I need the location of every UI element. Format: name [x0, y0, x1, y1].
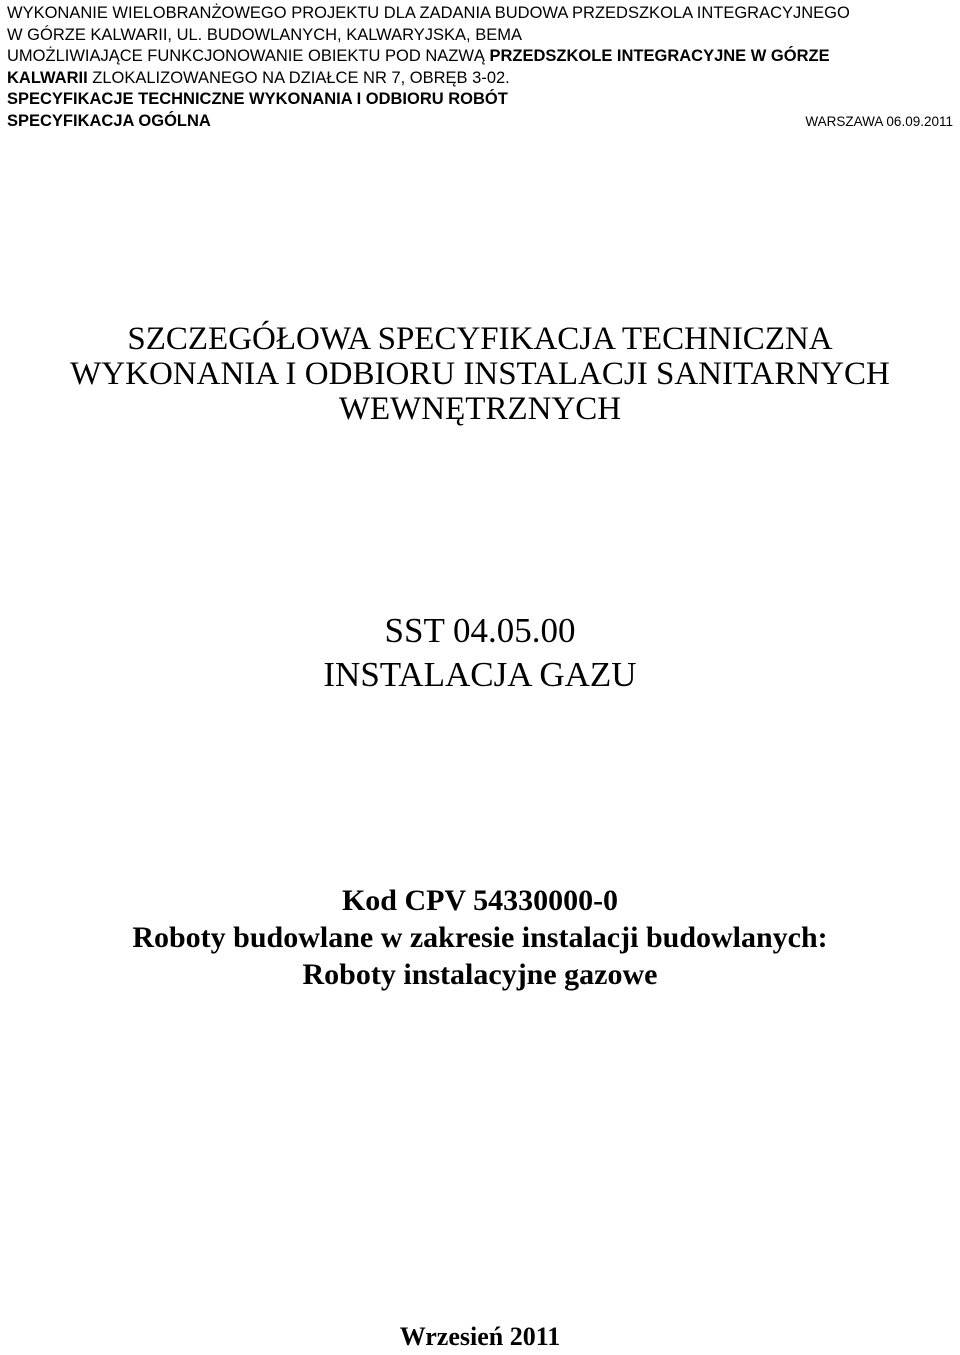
header-line-3-text: UMOŻLIWIAJĄCE FUNKCJONOWANIE OBIEKTU POD NAZWĄ	[7, 47, 490, 65]
document-date: Wrzesień 2011	[399, 1322, 561, 1351]
title-line-1: SZCZEGÓŁOWA SPECYFIKACJA TECHNICZNA	[127, 321, 833, 357]
header-project-line-4	[7, 68, 953, 90]
cpv-description-line-2: Roboty instalacyjne gazowe	[302, 958, 658, 991]
spec-code: SST 04.05.00	[384, 611, 576, 650]
header-project-line-1: WYKONANIE WIELOBRANŻOWEGO PROJEKTU DLA ZADANIA BUDOWA PRZEDSZKOLA INTEGRACYJNEGO	[7, 4, 850, 22]
header-line-3-bold: PRZEDSZKOLE INTEGRACYJNE W GÓRZE	[489, 47, 830, 65]
cpv-code: Kod CPV 54330000-0	[341, 884, 619, 917]
title-line-3: WEWNĘTRZNYCH	[338, 391, 622, 427]
spec-name: INSTALACJA GAZU	[323, 655, 637, 694]
cpv-description-line-1: Roboty budowlane w zakresie instalacji budowlanych:	[132, 921, 828, 954]
header-spec-title: SPECYFIKACJE TECHNICZNE WYKONANIA I ODBIORU ROBÓT	[7, 90, 508, 108]
header-spec-general: SPECYFIKACJA OGÓLNA	[7, 111, 211, 130]
header-project-line-3	[7, 46, 953, 68]
title-line-2: WYKONANIA I ODBIORU INSTALACJI SANITARNYCH	[70, 356, 890, 392]
header-project-line-2: W GÓRZE KALWARII, UL. BUDOWLANYCH, KALWARYJSKA, BEMA	[7, 25, 522, 44]
header-line-4-text: ZLOKALIZOWANEGO NA DZIAŁCE NR 7, OBRĘB 3-02.	[87, 68, 510, 87]
spec-section	[0, 609, 960, 697]
header-spec-row	[7, 111, 953, 133]
document-title	[0, 322, 960, 427]
header-line-4-bold: KALWARII	[7, 68, 88, 87]
cpv-section	[0, 882, 960, 993]
header-date: WARSZAWA 06.09.2011	[805, 113, 953, 129]
document-header	[7, 3, 953, 132]
